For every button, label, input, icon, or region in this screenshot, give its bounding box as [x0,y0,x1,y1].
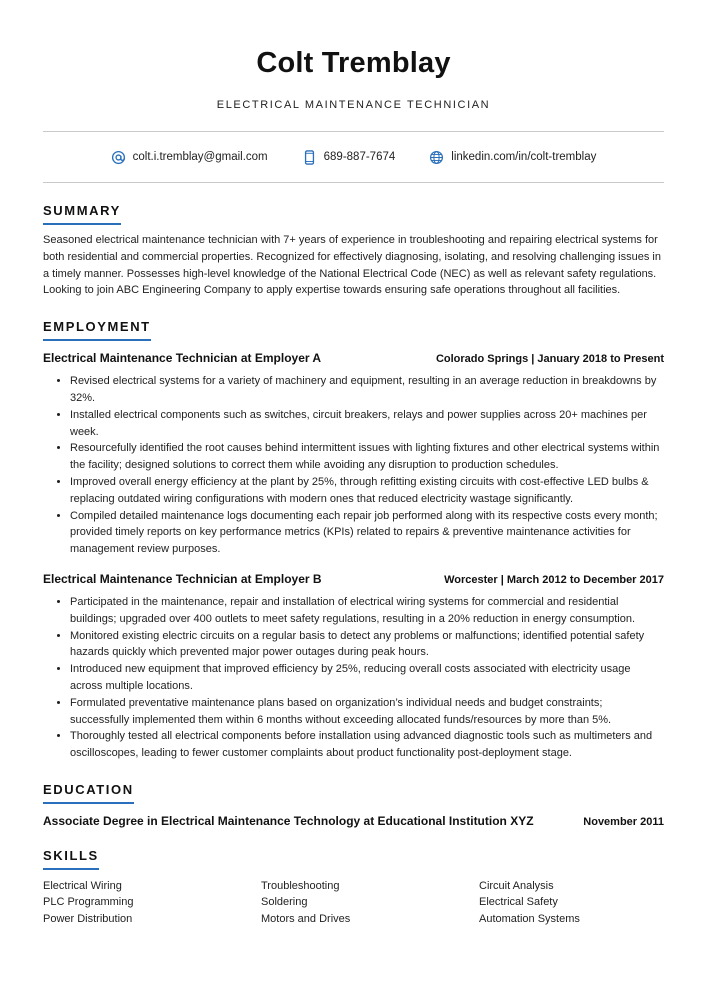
job-entry [43,351,664,558]
skills-heading: SKILLS [43,848,99,870]
summary-text: Seasoned electrical maintenance technician with 7+ years of experience in troubleshooting and repairing electrical systems for both residential and commercial properties. Recognized for effectively diagnosing, isolating, and resolving challenging issues in a timely manner. Possesses high-level knowledge of the National Electrical Code (NEC) as well as relevant safety regulations. Looking to join ABC Engineering Company to apply expertise towards ensuring safe operations throughout all facilities. [43,234,661,297]
degree-title: Associate Degree in Electrical Maintenance Technology at Educational Institution XYZ [43,813,534,828]
summary-section [43,202,664,299]
skill-item: Soldering [261,896,308,909]
skill-item: Motors and Drives [261,912,351,925]
skill-item: Electrical Safety [479,896,558,909]
job-bullets [43,373,664,558]
education-section [43,781,664,828]
employment-heading: EMPLOYMENT [43,319,151,341]
skill-item: Troubleshooting [261,879,340,892]
job-bullet: • Monitored existing electric circuits on a regular basis to detect any problems or malfunctions; identified potential safety hazards quickly which prevented major power outages during peak hours. [70,628,664,662]
job-bullet: • Installed electrical components such as switches, circuit breakers, relays and power supplies across 20+ machines per week. [70,407,664,441]
at-sign-icon [111,150,126,165]
skills-section [43,847,664,928]
contact-email[interactable] [111,150,268,165]
job-bullet: • Thoroughly tested all electrical components before installation using advanced diagnostic tools such as multimeters and oscilloscopes, leading to fewer customer complaints about product functionality post-deployment stage. [70,728,664,762]
job-bullet: • Improved overall energy efficiency at the plant by 25%, through refitting existing circuits with cost-effective LED bulbs & replacing outdated wiring configurations with modern ones that reduced electricity wastage significantly. [70,474,664,508]
contact-website-text: linkedin.com/in/colt-tremblay [451,151,597,163]
skill-item: Automation Systems [479,912,580,925]
candidate-name: Colt Tremblay [256,47,451,79]
contact-website[interactable] [429,150,596,165]
contact-bar [43,132,664,182]
mobile-phone-icon [302,150,317,165]
globe-icon [429,150,444,165]
skill-item: Circuit Analysis [479,879,554,892]
summary-heading: SUMMARY [43,203,121,225]
job-location-dates: Colorado Springs | January 2018 to Present [435,353,664,366]
employment-section [43,318,664,762]
candidate-title: ELECTRICAL MAINTENANCE TECHNICIAN [216,99,491,111]
skills-grid [43,878,664,928]
contact-phone[interactable] [302,150,396,165]
job-bullet: • Participated in the maintenance, repair and installation of electrical wiring systems for commercial and residential buildings; upgraded over 400 outlets to meet safety regulations, resulting in a 20% reduction in energy consumption. [70,594,664,628]
job-bullet: • Compiled detailed maintenance logs documenting each repair job performed along with its respective costs every month; provided timely reports on key performance metrics (KPIs) related to repairs & preventive maintenance activities for management review purposes. [70,508,664,558]
job-bullet: • Introduced new equipment that improved efficiency by 25%, reducing overall costs associated with electricity usage across multiple locations. [70,661,664,695]
job-location-dates: Worcester | March 2012 to December 2017 [444,573,664,586]
job-bullet: • Revised electrical systems for a variety of machinery and equipment, resulting in an average reduction in breakdowns by 32%. [70,373,664,407]
contact-phone-text: 689-887-7674 [323,151,396,163]
job-entry [43,572,664,762]
skill-item: PLC Programming [43,896,134,909]
header-divider-bottom [43,182,664,183]
skill-item: Electrical Wiring [43,879,122,892]
contact-email-text: colt.i.tremblay@gmail.com [132,151,268,163]
job-title: Electrical Maintenance Technician at Employer B [43,571,322,586]
job-bullet: • Formulated preventative maintenance plans based on organization’s individual needs and budget constraints; successfully implemented them within 6 months without exceeding allocated funds/resources by more than 5%. [70,695,664,729]
job-bullet: • Resourcefully identified the root causes behind intermittent issues with lighting fixtures and other electrical systems within the facility; designed solutions to correct them while avoiding any disruption to production schedules. [70,440,664,474]
education-heading: EDUCATION [43,782,134,804]
graduation-date: November 2011 [583,815,664,828]
job-title: Electrical Maintenance Technician at Employer A [43,351,322,366]
job-bullets [43,594,664,762]
skill-item: Power Distribution [43,912,133,925]
